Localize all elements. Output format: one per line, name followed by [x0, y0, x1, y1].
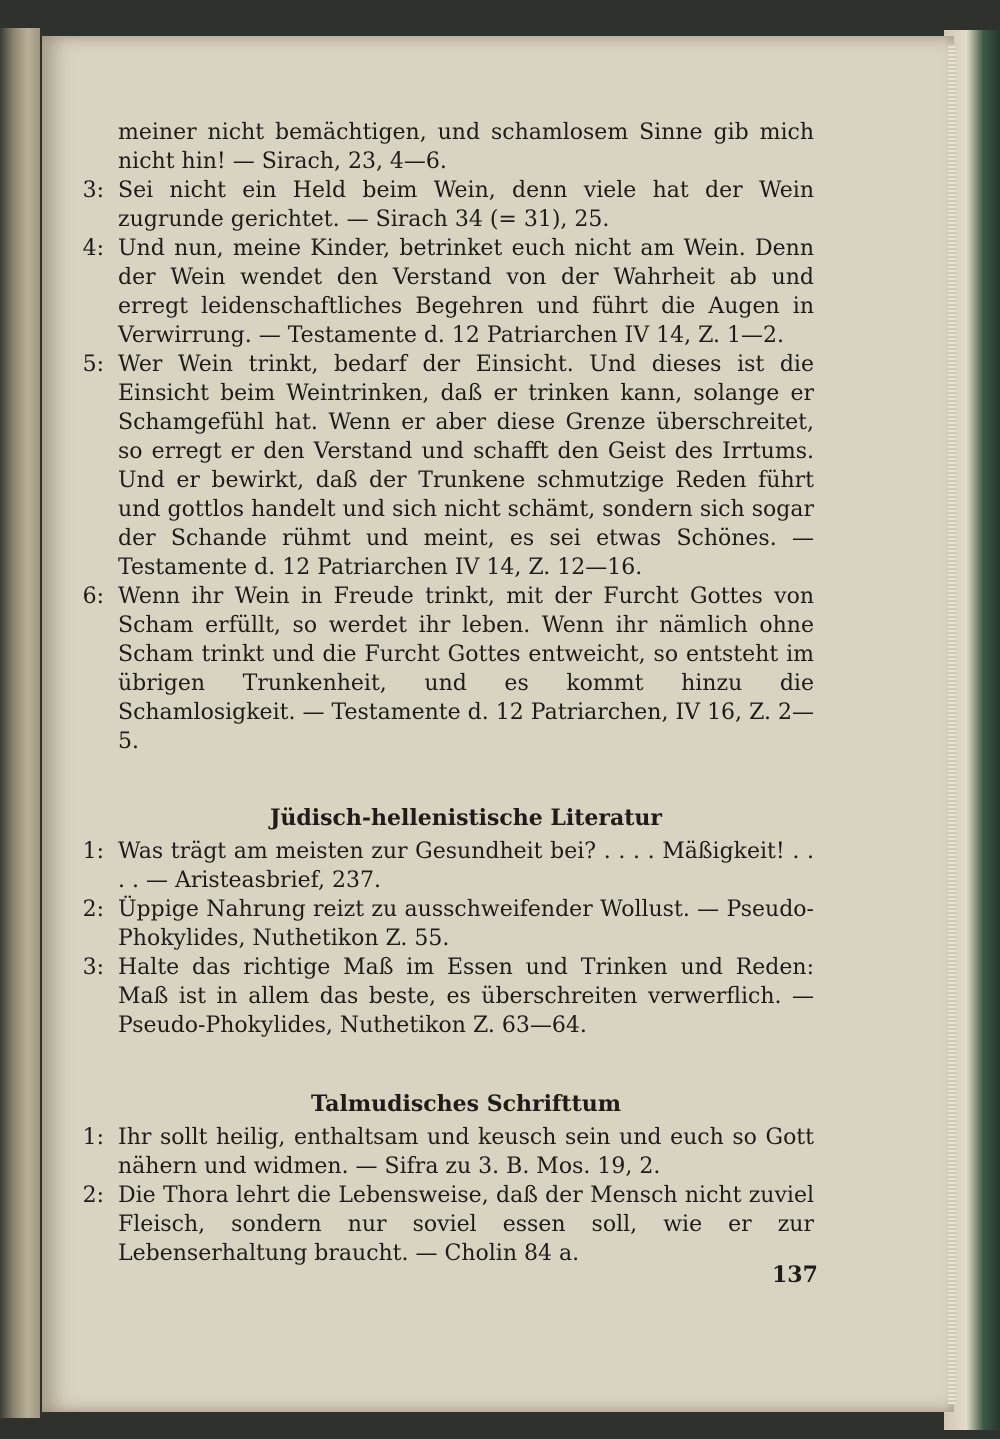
entry-text: Und nun, meine Kinder, betrinket euch nicht am Wein. Denn der Wein wendet den Verstand von der Wahrheit ab und erregt leidenschaftliches Begehren und führt die Augen in Verwirrung. — Testamente d. 12 Patriarchen IV 14, Z. 1—2. [118, 236, 814, 348]
entry-number: 1: [82, 1125, 104, 1150]
entry-3 [74, 176, 814, 234]
entry-number: 2: [82, 1183, 104, 1208]
entry-text: Ihr sollt heilig, enthaltsam und keusch sein und euch so Gott nähern und widmen. — Sifra zu 3. B. Mos. 19, 2. [118, 1125, 814, 1179]
section-title-talmudic: Talmudisches Schrifttum [311, 1091, 621, 1117]
entry-text: Üppige Nahrung reizt zu ausschweifender Wollust. — Pseudo-Phokylides, Nuthetikon Z. 55. [118, 897, 814, 951]
entry-h3 [74, 953, 814, 1040]
entry-t1 [74, 1123, 814, 1181]
section-title-hellenistic: Jüdisch-hellenistische Literatur [269, 805, 663, 831]
entry-text: meiner nicht bemächtigen, und schamlosem Sinne gib mich nicht hin! — Sirach, 23, 4—6. [118, 120, 814, 174]
page-text [74, 118, 814, 1268]
entry-number: 6: [82, 584, 104, 609]
page-edge [948, 44, 956, 1404]
entry-t2 [74, 1181, 814, 1268]
entry-5 [74, 350, 814, 582]
entry-text: Wenn ihr Wein in Freude trinkt, mit der Furcht Gottes von Scham erfüllt, so werdet ihr leben. Wenn ihr nämlich ohne Scham trinkt und die Furcht Gottes entweicht, so entsteht im übrigen Trunkenheit, und es kommt hinzu die Schamlosigkeit. — Testamente d. 12 Patriarchen, IV 16, Z. 2—5. [118, 584, 814, 754]
entry-text: Sei nicht ein Held beim Wein, denn viele hat der Wein zugrunde gerichtet. — Sirach 34 (= 31), 25. [118, 178, 814, 232]
entry-h1 [74, 837, 814, 895]
page-number: 137 [772, 1262, 818, 1288]
entry-number: 5: [82, 352, 104, 377]
entry-4 [74, 234, 814, 350]
entry-h2 [74, 895, 814, 953]
entry-text: Was trägt am meisten zur Gesundheit bei? . . . . Mäßigkeit! . . . . — Aristeasbrief, 237. [118, 839, 814, 893]
entry-text: Halte das richtige Maß im Essen und Trinken und Reden: Maß ist in allem das beste, es überschreiten verwerflich. — Pseudo-Phokylides, Nuthetikon Z. 63—64. [118, 955, 814, 1038]
entry-number: 4: [82, 236, 104, 261]
entry-text: Wer Wein trinkt, bedarf der Einsicht. Und dieses ist die Einsicht beim Weintrinken, daß er trinken kann, solange er Schamgefühl hat. Wenn er aber diese Grenze überschreitet, so erregt er den Verstand und schafft den Geist des Irrtums. Und er bewirkt, daß der Trunkene schmutzige Reden führt und gottlos handelt und sich nicht schämt, sondern sich sogar der Schande rühmt und meint, es sei etwas Schönes. — Testamente d. 12 Patriarchen IV 14, Z. 12—16. [118, 352, 814, 580]
entry-number: 3: [82, 178, 104, 203]
book-spine [0, 28, 40, 1418]
entry-number: 3: [82, 955, 104, 980]
intro-entry [74, 118, 814, 176]
entry-6 [74, 582, 814, 756]
entry-text: Die Thora lehrt die Lebensweise, daß der Mensch nicht zuviel Fleisch, sondern nur soviel essen soll, wie er zur Lebenserhaltung braucht. — Cholin 84 a. [118, 1183, 814, 1266]
entry-number: 1: [82, 839, 104, 864]
entry-number: 2: [82, 897, 104, 922]
